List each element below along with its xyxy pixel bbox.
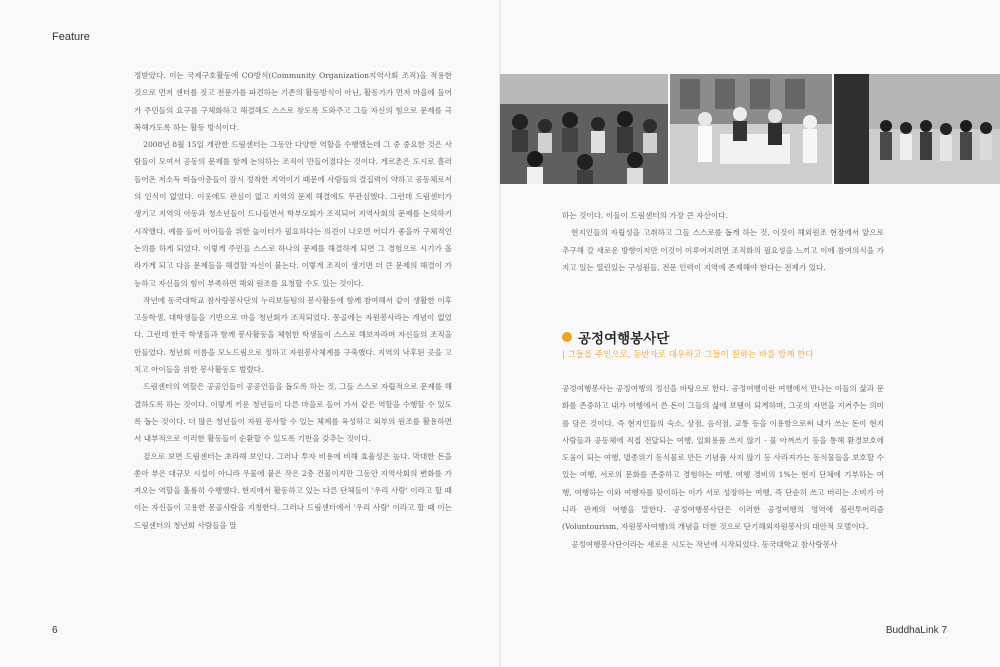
right-column-top-text	[562, 207, 884, 276]
bullet-icon	[562, 332, 572, 342]
page-footer-right	[886, 625, 947, 636]
left-column-text	[134, 67, 452, 534]
page-number-left: 6	[52, 625, 58, 636]
right-column-bottom-text	[562, 380, 884, 553]
section-subtitle: | 그들을 주인으로, 동반자로 대우하고 그들이 원하는 바를 함께 한다	[562, 350, 814, 360]
paragraph: 겉으로 보면 드림센터는 초라해 보인다. 그러나 투자 비용에 비해 효율성은 높다. 막대한 돈을 쏟아 부은 대규모 시설이 아니라 우물에 붙은 작은 2층 건물이지만 그동안 지역사회의 변화를 가져오는 역할을 훌륭히 수행했다. 현지에서 활동하고 있는 다른 단체들이 '우리 사람' 이라고 할 때 이는 자신들이 고용한 몽골사람을 지칭한다. 그러나 드림센터에서 '우리 사람' 이라고 할 때 이는 드림센터의 청년회 사람들을 말	[134, 451, 452, 530]
paragraph: 공정여행봉사단이라는 새로운 시도는 작년에 시작되었다. 동국대학교 참사랑봉사	[571, 539, 838, 549]
section-heading	[562, 327, 669, 347]
paragraph: 2008년 8월 15일 개관한 드림센터는 그동안 다양한 역할을 수행했는데 그 중 중요한 것은 사람들이 모여서 공동의 문제를 함께 논의하는 조직이 만들어졌다는 것이다. 게르촌은 도시로 흘러들어온 저소득 떠돌이층들이 잠시 정착한 지역이기 때문에 사람들의 결집력이 약하고 공동체로서의 인식이 없었다. 이웃에도 관심이 없고 지역의 문제 해결에도 무관심했다. 그런데 드림센터가 생기고 지역의 아동과 청소년들이 드나들면서 학부모회가 조직되어 지역사회의 문제를 논의하기 시작했다. 예를 들어 아이들을 위한 놀이터가 필요하다는 의견이 나오면 어디가 좋을까 구체적인 논의를 하게 되었다. 이렇게 주민들 스스로 하나의 문제를 해결하게 되면 그 경험으로 시기가 올라가게 되고 다음 문제들을 해결할 자신이 붙는다. 이렇게 조직이 생기면 더 큰 문제의 해결이 가능하고 자신들의 힘이 부족하면 해외 원조를 요청할 수도 있는 것이다.	[134, 140, 452, 288]
children-lineup-photo	[834, 74, 1000, 184]
section-label: Feature	[52, 31, 90, 43]
paragraph: 드림센터의 역할은 공공인들이 공공인들을 돕도록 하는 것, 그들 스스로 자립적으로 문제를 해결하도록 하는 것이다. 이렇게 키운 청년들이 다른 마을로 들어 가서 같은 역할을 수행할 수 있도록 돕는 것이다. 더 많은 청년들이 자원 봉사할 수 있는 체제를 육성하고 외부의 원조를 활용하면서 내부적으로 이러한 활동들이 순환할 수 있도록 기반을 갖추는 것이다.	[134, 382, 452, 444]
paragraph: 하는 것이다. 이들이 드림센터의 가장 큰 자산이다.	[562, 211, 729, 220]
paragraph: 공정여행봉사는 공정여행의 정신을 바탕으로 한다. 공정여행이란 여행에서 만나는 이들의 삶과 문화를 존중하고 내가 여행에서 쓴 돈이 그들의 삶에 보탬이 되게하며, 그곳의 자연을 지켜주는 의미를 담은 것이다. 즉 현지인들의 숙소, 상점, 음식점, 교통 등을 이용함으로써 내가 쓰는 돈이 현지 사람들과 공동체에 직접 전달되는 여행, 일회용품 쓰지 않기 · 물 아껴쓰기 등을 통해 환경보호에 도움이 되는 여행, 멸종위기 동식물로 만든 기념품 사지 않기 등 사라져가는 동식물들을 보호할 수 있는 여행, 서로의 문화를 존중하고 경험하는 여행, 여행 경비의 1%는 현지 단체에 기부하는 여행, 여행하는 이와 여행자를 맞이하는 이가 서로 성장하는 여행, 즉 단순히 쓰고 버리는 소비가 아니라 관계의 여행을 말한다. 공정여행봉사단은 이러한 공정여행의 영역에 볼런투어리즘(Voluntourism, 자원봉사여행)의 개념을 더한 것으로 단기해외자원봉사의 대안적 모델이다.	[562, 384, 884, 532]
section-title: 공정여행봉사단	[578, 331, 670, 347]
photo-strip	[500, 74, 1000, 184]
brand-name: BuddhaLink	[885, 625, 939, 636]
page-number-right: 7	[941, 625, 947, 636]
outdoor-craft-photo	[670, 74, 832, 184]
paragraph: 작년에 동국대학교 참사랑봉사단의 누리보듬팀의 봉사활동에 함께 참여해서 같이 생활한 이후 고등학생, 대학생들을 기반으로 마을 청년회가 조직되었다. 몽골에는 자원봉사라는 개념이 없었다. 그런데 한국 학생들과 함께 봉사활동을 체험한 학생들이 스스로 해보자라며 자신들의 조직을 만들었다. 청년회 이름을 모노드림으로 정하고 자원봉사체계를 구축했다. 지역의 낙후된 곳을 고치고 아이들을 위한 봉사활동도 벌렸다.	[134, 295, 452, 375]
paragraph: 현지인들의 자립성을 고취하고 그들 스스로를 돕게 하는 것, 이것이 해외원조 현장에서 앞으로 추구해 갈 새로운 방향이지만 이것이 이루어지려면 조직화의 필요성을 느끼고 이에 참여의식을 가지고 있는 열린있는 구성원들, 전문 인력이 지역에 존재해야 한다는 전제가 있다.	[562, 228, 884, 272]
paragraph: 정받았다. 이는 국제구호활동에 CO방식(Community Organization지역사회 조직)을 적용한 것으로 먼저 센터를 짓고 전문가를 파견하는 기존의 활동방식이 아닌, 활동가가 먼저 마을에 들어가 주민들의 요구를 구체화하고 해결해도 스스로 찾도록 도와주고 그들 자신의 힘으로 문제를 극복해가도록 하는 활동 방식이다.	[134, 71, 452, 132]
group-meeting-photo	[500, 74, 668, 184]
